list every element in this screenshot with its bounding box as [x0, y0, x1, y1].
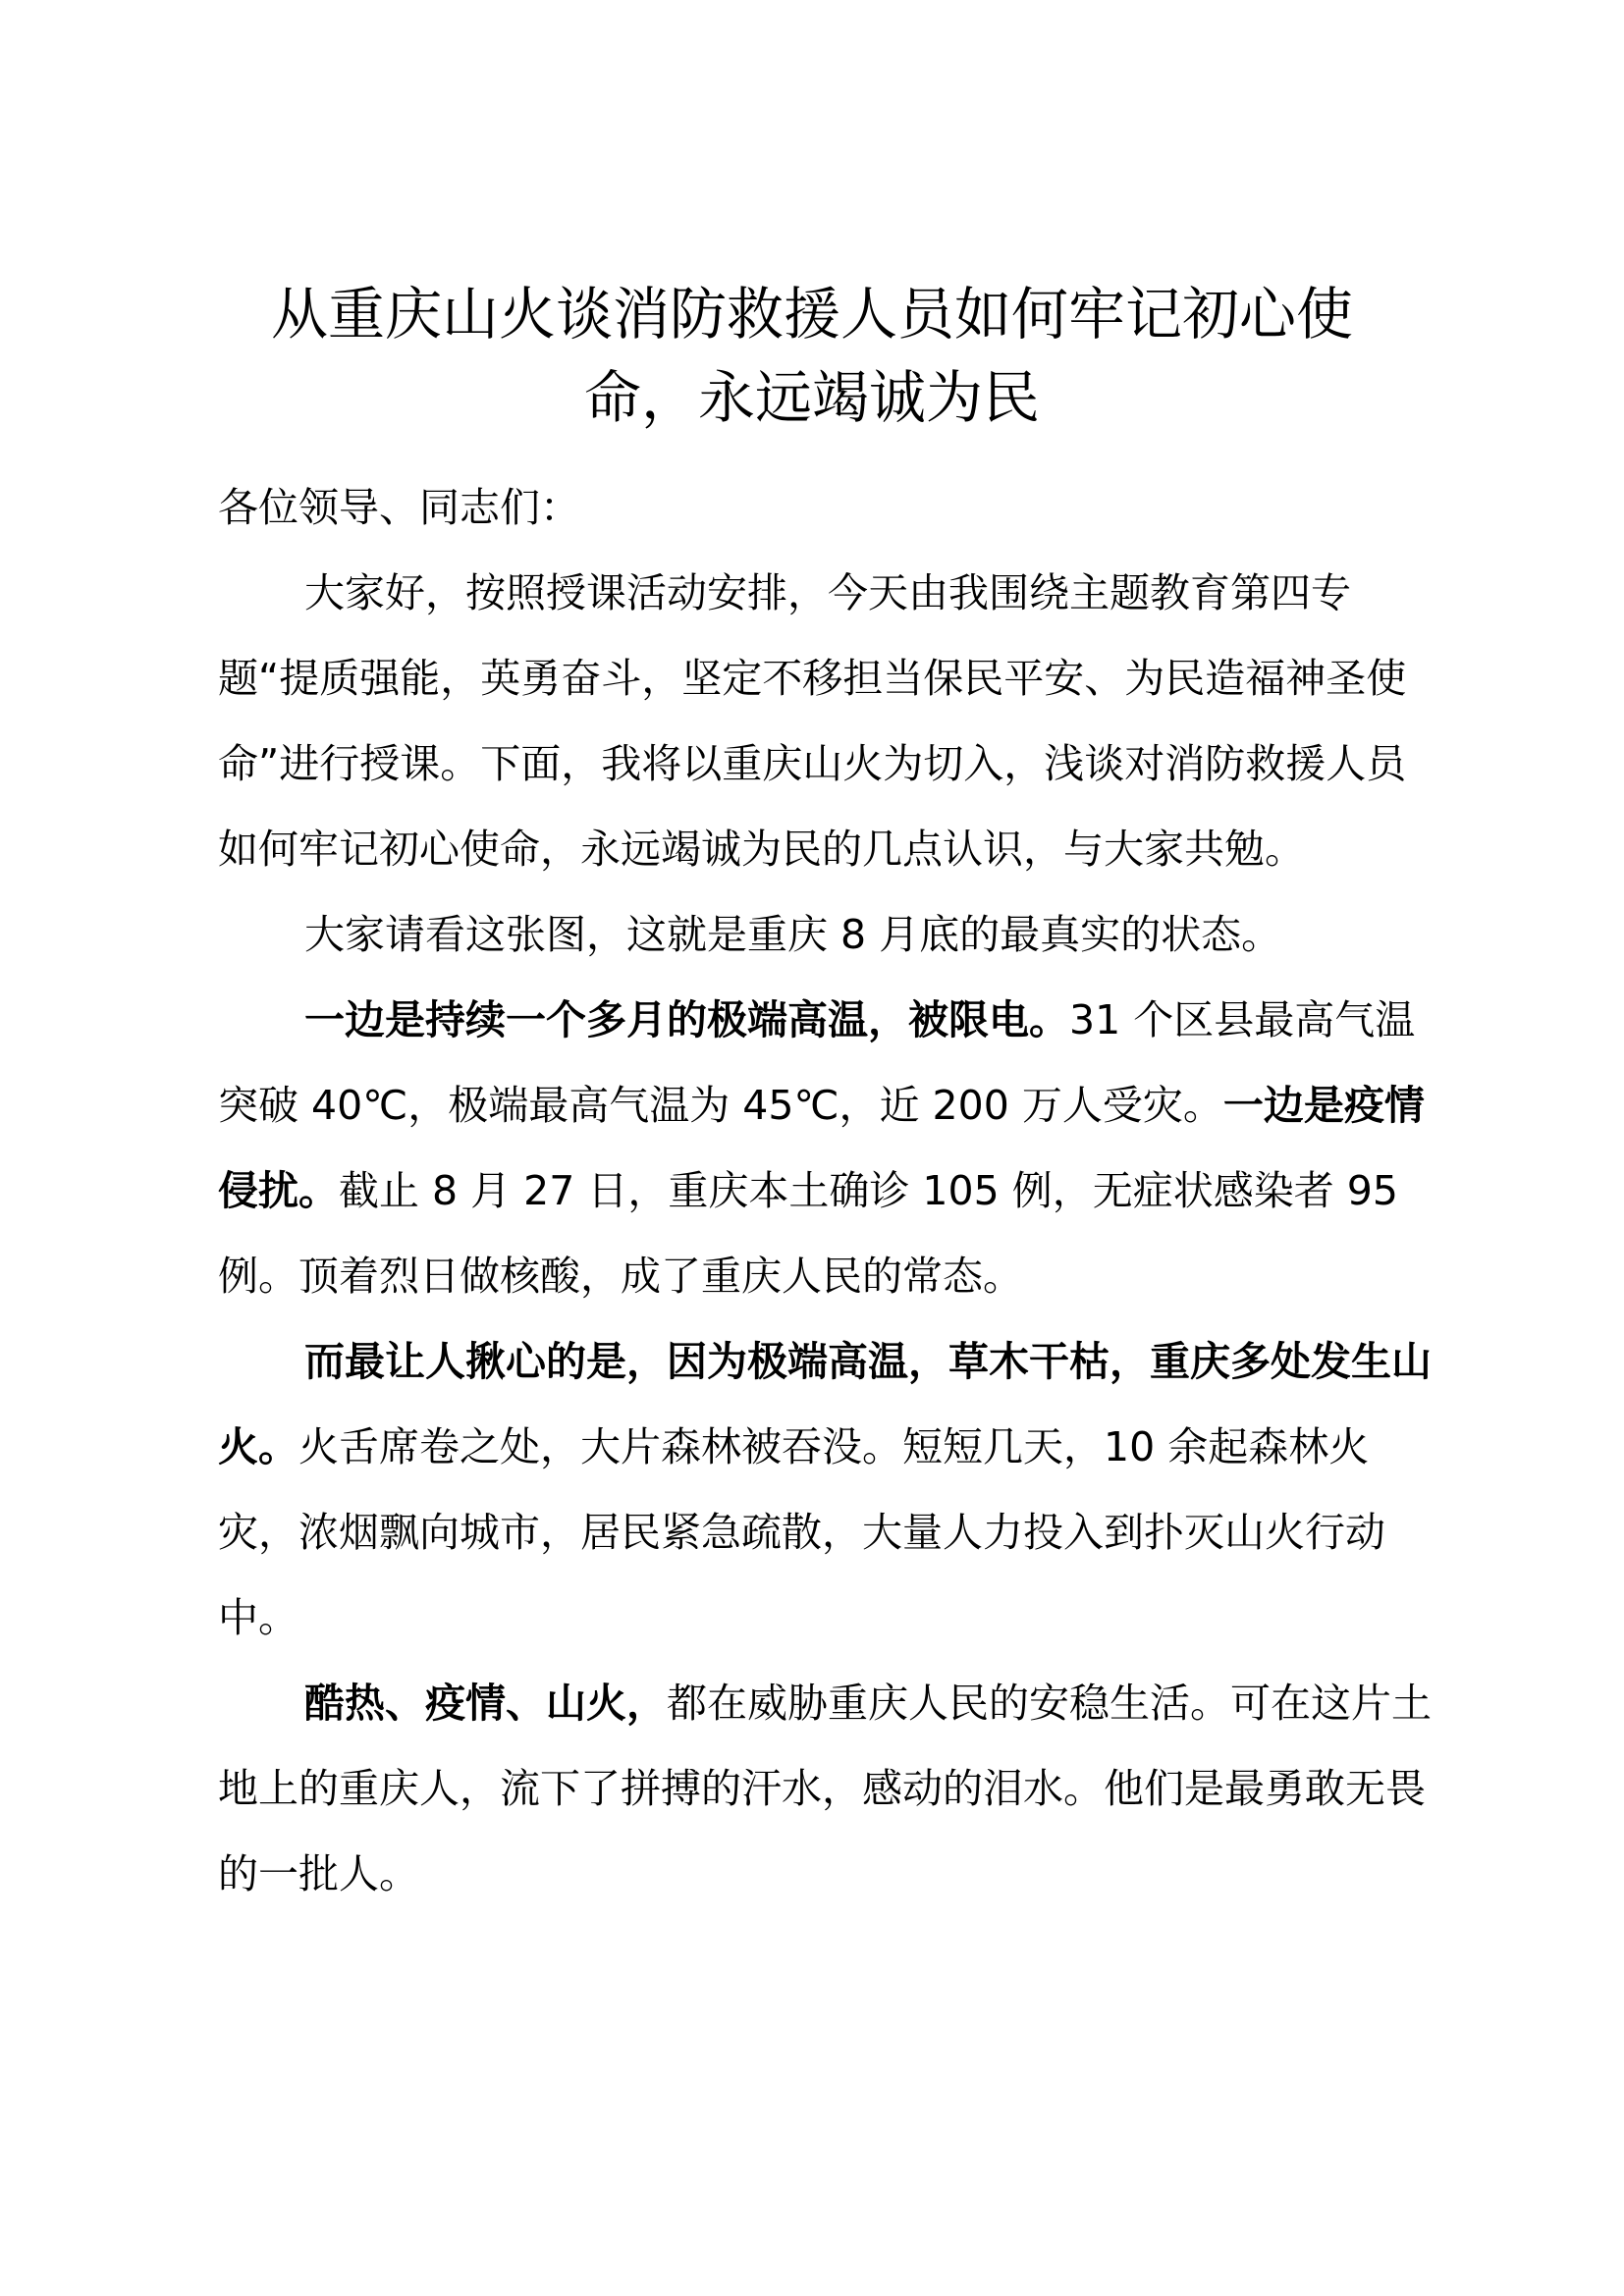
epidemic-highlight: 一边是疫情侵扰。	[218, 1082, 1425, 1214]
document-body	[218, 465, 1435, 1917]
wildfire-detail: 火舌席卷之处，大片森林被吞没。短短几天，10 余起森林火灾，浓烟飘向城市，居民紧急疏散，大量人力投入到扑灭山火行动中。	[218, 1423, 1385, 1641]
paragraph-intro: 大家好，按照授课活动安排，今天由我围绕主题教育第四专题“提质强能，英勇奋斗，坚定不移担当保民平安、为民造福神圣使命”进行授课。下面，我将以重庆山火为切入，浅谈对消防救援人员如何牢记初心使命，永远竭诚为民的几点认识，与大家共勉。	[218, 569, 1407, 873]
salutation: 各位领导、同志们：	[218, 484, 580, 531]
paragraph-wildfire	[218, 1319, 1435, 1661]
paragraph-image-intro: 大家请看这张图，这就是重庆 8 月底的最真实的状态。	[304, 911, 1282, 958]
paragraph-summary	[218, 1661, 1435, 1917]
summary-highlight: 酷热、疫情、山火，	[304, 1680, 667, 1727]
epidemic-detail: 截止 8 月 27 日，重庆本土确诊 105 例，无症状感染者 95 例。顶着烈日做核酸，成了重庆人民的常态。	[218, 1167, 1398, 1300]
wildfire-highlight: 而最让人揪心的是，因为极端高温，草木干枯，重庆多处发生山火。	[218, 1338, 1432, 1470]
title-line-2: 命，永远竭诚为民	[583, 364, 1040, 431]
title-line-1: 从重庆山火谈消防救援人员如何牢记初心使	[270, 281, 1353, 347]
summary-detail: 都在威胁重庆人民的安稳生活。可在这片土地上的重庆人，流下了拼搏的汗水，感动的泪水。他们是最勇敢无畏的一批人。	[218, 1680, 1432, 1897]
page-title	[218, 273, 1406, 440]
heat-detail: 31 个区县最高气温突破 40℃，极端最高气温为 45℃，近 200 万人受灾。	[218, 996, 1416, 1129]
heat-highlight: 一边是持续一个多月的极端高温，被限电。	[304, 996, 1069, 1043]
paragraph-heat-epidemic	[218, 978, 1435, 1319]
